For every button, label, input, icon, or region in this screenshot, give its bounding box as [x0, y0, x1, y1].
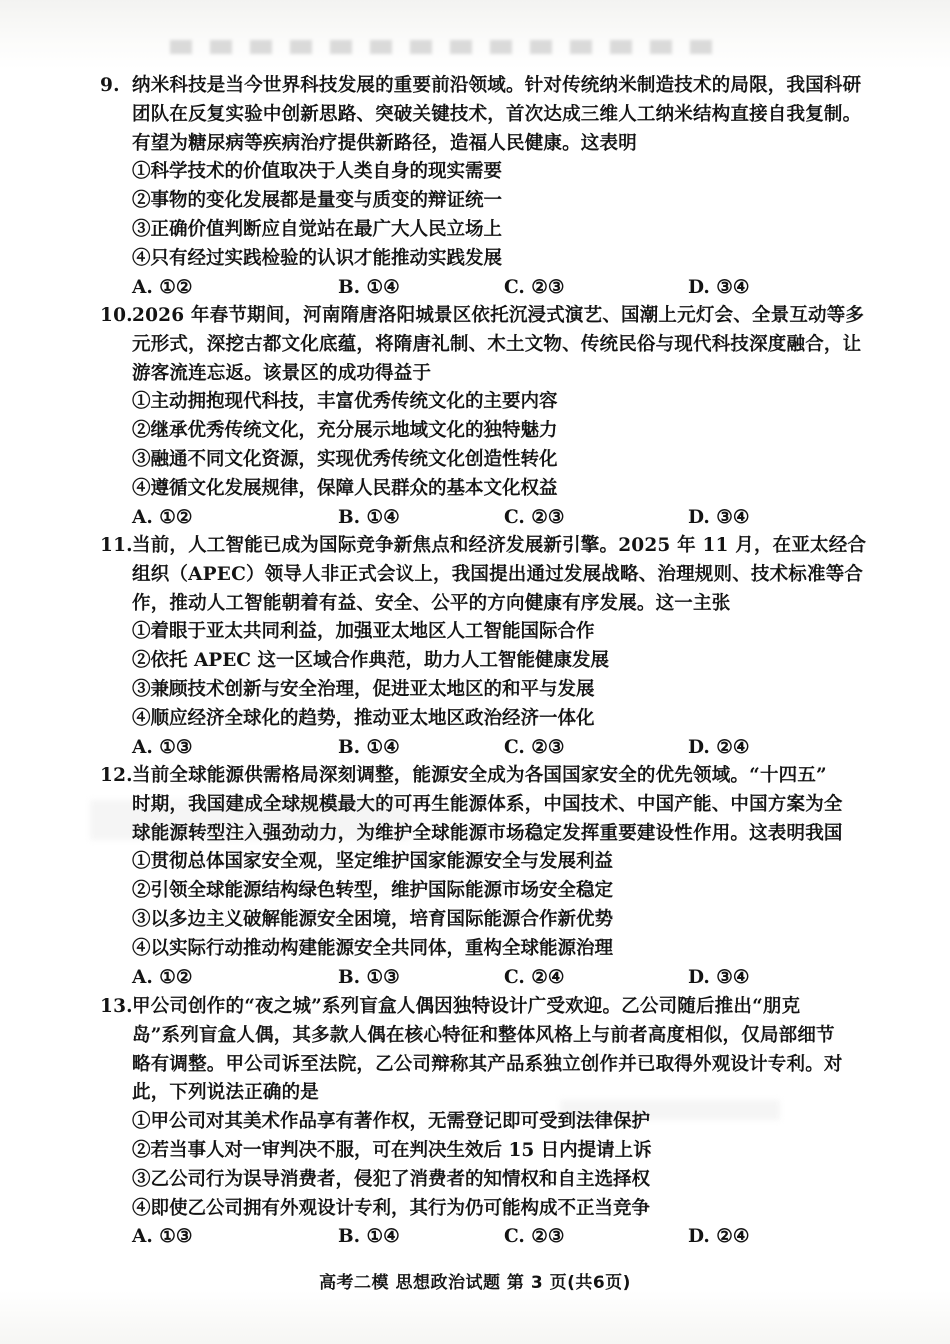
answer-choices [100, 1223, 870, 1252]
option-statement: ①着眼于亚太共同利益，加强亚太地区人工智能国际合作 [132, 621, 595, 643]
option-statement: ①甲公司对其美术作品享有著作权，无需登记即可受到法律保护 [132, 1111, 651, 1133]
answer-choices [100, 504, 870, 533]
option-statement: ④即使乙公司拥有外观设计专利，其行为仍可能构成不正当竞争 [132, 1197, 651, 1219]
answer-a: A. ①② [132, 276, 193, 298]
option-statement: ①主动拥抱现代科技，丰富优秀传统文化的主要内容 [132, 391, 558, 413]
question-number: 10. [100, 305, 133, 326]
answer-d: D. ②④ [688, 736, 750, 758]
answer-choices [100, 734, 870, 763]
page-footer: 高考二模 思想政治试题 第 3 页(共6页) [319, 1273, 631, 1293]
question-10 [100, 302, 870, 532]
answer-b: B. ①④ [338, 506, 400, 528]
answer-choices [100, 274, 870, 303]
answer-d: D. ③④ [688, 276, 750, 298]
question-number: 9. [100, 75, 120, 96]
question-stem-line: 时期，我国建成全球规模最大的可再生能源体系，中国技术、中国产能、中国方案为全 [132, 793, 843, 815]
question-stem-line: 游客流连忘返。该景区的成功得益于 [132, 362, 432, 384]
question-number: 13. [100, 996, 133, 1017]
answer-b: B. ①④ [338, 276, 400, 298]
answer-a: A. ①③ [132, 736, 193, 758]
question-stem-line: 略有调整。甲公司诉至法院，乙公司辩称其产品系独立创作并已取得外观设计专利。对 [132, 1053, 843, 1075]
answer-a: A. ①③ [132, 1226, 193, 1248]
question-stem-line: 9. 纳米科技是当今世界科技发展的重要前沿领域。针对传统纳米制造技术的局限，我国科研 [100, 72, 870, 101]
option-statement: ②继承优秀传统文化，充分展示地域文化的独特魅力 [132, 420, 558, 442]
option-statement: ③兼顾技术创新与安全治理，促进亚太地区的和平与发展 [132, 678, 595, 700]
answer-b: B. ①④ [338, 1226, 400, 1248]
option-statement: ③融通不同文化资源，实现优秀传统文化创造性转化 [132, 448, 558, 470]
question-11 [100, 532, 870, 762]
answer-c: C. ②③ [504, 506, 565, 528]
question-stem-line: 有望为糖尿病等疾病治疗提供新路径，造福人民健康。这表明 [132, 132, 637, 154]
option-statement: ③乙公司行为误导消费者，侵犯了消费者的知情权和自主选择权 [132, 1168, 651, 1190]
question-stem-line: 此，下列说法正确的是 [132, 1082, 320, 1104]
question-stem-line: 作，推动人工智能朝着有益、安全、公平的方向健康有序发展。这一主张 [132, 592, 731, 614]
option-statement: ②依托 APEC 这一区域合作典范，助力人工智能健康发展 [132, 650, 609, 672]
option-statement: ③正确价值判断应自觉站在最广大人民立场上 [132, 218, 503, 240]
question-stem-line: 岛”系列盲盒人偶，其多款人偶在核心特征和整体风格上与前者高度相似，仅局部细节 [132, 1024, 835, 1046]
option-statement: ②引领全球能源结构绿色转型，维护国际能源市场安全稳定 [132, 880, 614, 902]
option-statement: ①科学技术的价值取决于人类自身的现实需要 [132, 161, 503, 183]
answer-choices [100, 964, 870, 993]
answer-c: C. ②④ [504, 966, 565, 988]
question-stem-line: 球能源转型注入强劲动力，为维护全球能源市场稳定发挥重要建设性作用。这表明我国 [132, 822, 843, 844]
option-statement: ②若当事人对一审判决不服，可在判决生效后 15 日内提请上诉 [132, 1139, 652, 1161]
option-statement: ④顺应经济全球化的趋势，推动亚太地区政治经济一体化 [132, 707, 595, 729]
question-stem-line: 元形式，深挖古都文化底蕴，将隋唐礼制、木土文物、传统民俗与现代科技深度融合，让 [132, 333, 862, 355]
answer-c: C. ②③ [504, 736, 565, 758]
answer-c: C. ②③ [504, 276, 565, 298]
question-stem-line: 10.2026 年春节期间，河南隋唐洛阳城景区依托沉浸式演艺、国潮上元灯会、全景互动等多 [100, 302, 870, 331]
option-statement: ②事物的变化发展都是量变与质变的辩证统一 [132, 190, 503, 212]
option-statement: ④以实际行动推动构建能源安全共同体，重构全球能源治理 [132, 937, 614, 959]
answer-a: A. ①② [132, 506, 193, 528]
answer-d: D. ③④ [688, 966, 750, 988]
answer-c: C. ②③ [504, 1226, 565, 1248]
answer-d: D. ③④ [688, 506, 750, 528]
question-number: 12. [100, 765, 133, 786]
answer-d: D. ②④ [688, 1226, 750, 1248]
answer-b: B. ①④ [338, 736, 400, 758]
option-statement: ④遵循文化发展规律，保障人民群众的基本文化权益 [132, 477, 558, 499]
answer-a: A. ①② [132, 966, 193, 988]
answer-b: B. ①③ [338, 966, 400, 988]
question-9 [100, 72, 870, 302]
question-stem-line: 团队在反复实验中创新思路、突破关键技术，首次达成三维人工纳米结构直接自我复制。 [132, 103, 862, 125]
question-stem-line: 组织（APEC）领导人非正式会议上，我国提出通过发展战略、治理规则、技术标准等合 [132, 563, 864, 585]
question-13 [100, 993, 870, 1252]
question-stem-line: 13.甲公司创作的“夜之城”系列盲盒人偶因独特设计广受欢迎。乙公司随后推出“朋克 [100, 993, 870, 1022]
option-statement: ④只有经过实践检验的认识才能推动实践发展 [132, 247, 503, 269]
question-stem-line: 12.当前全球能源供需格局深刻调整，能源安全成为各国国家安全的优先领域。“十四五” [100, 762, 870, 791]
scan-artifact [170, 40, 730, 54]
question-number: 11. [100, 535, 133, 556]
option-statement: ③以多边主义破解能源安全困境，培育国际能源合作新优势 [132, 908, 614, 930]
question-stem-line: 11.当前，人工智能已成为国际竞争新焦点和经济发展新引擎。2025 年 11 月，在亚太经合 [100, 532, 870, 561]
question-12 [100, 762, 870, 992]
option-statement: ①贯彻总体国家安全观，坚定维护国家能源安全与发展利益 [132, 851, 614, 873]
